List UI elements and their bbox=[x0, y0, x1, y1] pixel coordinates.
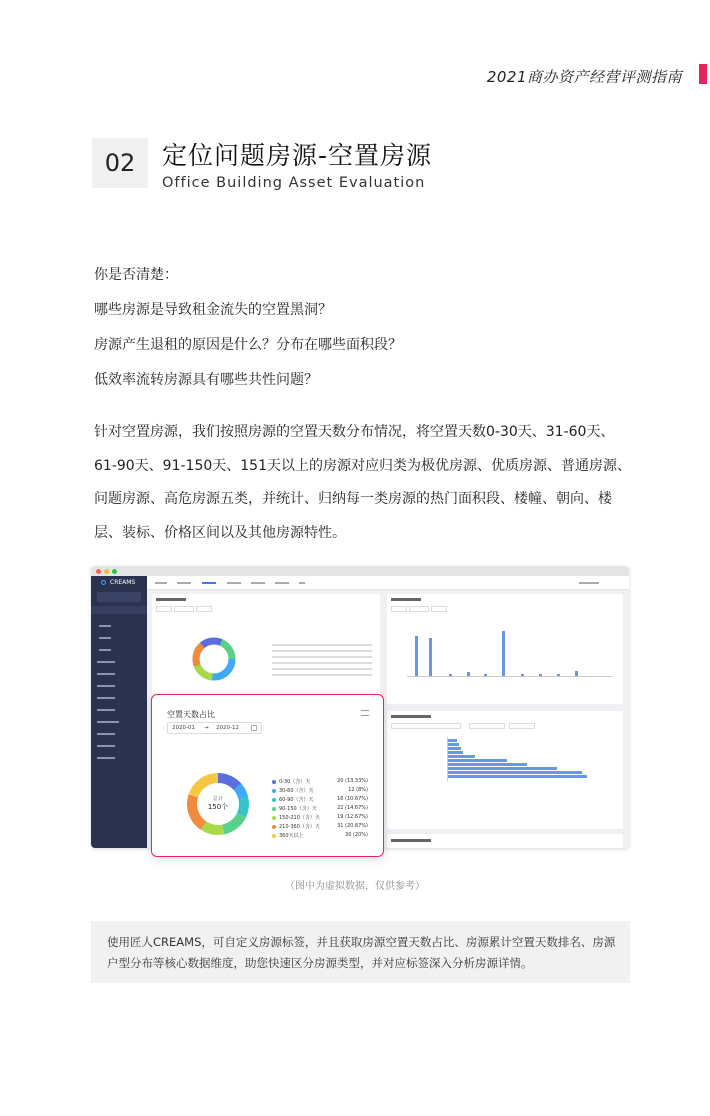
legend-label: 360天以上 bbox=[279, 833, 304, 839]
mini-legend-row bbox=[272, 674, 372, 676]
window-minimize-dot bbox=[104, 569, 109, 574]
sidebar-item[interactable] bbox=[97, 721, 119, 723]
sidebar-item[interactable] bbox=[99, 637, 111, 639]
chart-axis bbox=[407, 676, 612, 677]
section-subtitle: Office Building Asset Evaluation bbox=[162, 175, 426, 191]
legend-label: 30-60（含）天 bbox=[279, 788, 314, 794]
app-logo bbox=[101, 579, 135, 586]
legend-dot bbox=[272, 780, 276, 784]
header-accent-bar bbox=[699, 64, 707, 84]
section-title: 定位问题房源-空置房源 bbox=[162, 141, 433, 170]
bar bbox=[502, 631, 505, 676]
nav-tab[interactable] bbox=[177, 582, 191, 584]
panel-vacancy-ranking bbox=[387, 711, 623, 829]
legend-dot bbox=[272, 807, 276, 811]
filter-chip[interactable] bbox=[431, 606, 447, 612]
legend-label: 150-210（含）天 bbox=[279, 815, 320, 821]
logo-icon bbox=[101, 580, 106, 585]
legend-label: 0-30（含）天 bbox=[279, 779, 311, 785]
panel-title-placeholder bbox=[391, 715, 431, 718]
legend-label: 90-150（含）天 bbox=[279, 806, 317, 812]
question-item: 房源产生退租的原因是什么？分布在哪些面积段？ bbox=[94, 337, 402, 353]
card-menu-icon[interactable] bbox=[361, 710, 369, 716]
bar bbox=[467, 672, 470, 676]
bar bbox=[557, 674, 560, 676]
filter-chip[interactable] bbox=[156, 606, 172, 612]
legend-dot bbox=[272, 825, 276, 829]
sidebar-item[interactable] bbox=[97, 733, 115, 735]
sidebar-item[interactable] bbox=[97, 673, 115, 675]
nav-tab-active[interactable] bbox=[202, 582, 216, 584]
info-text: 使用匠人CREAMS，可自定义房源标签，并且获取房源空置天数占比、房源累计空置天数排名、房源户型分布等核心数据维度，助您快速区分房源类型，并对应标签深入分析房源详情。 bbox=[107, 935, 616, 970]
bar bbox=[449, 674, 452, 676]
filter-chip[interactable] bbox=[196, 606, 212, 612]
filter-chip[interactable] bbox=[469, 723, 505, 729]
legend-row bbox=[272, 796, 372, 804]
bar bbox=[429, 638, 432, 676]
mini-legend-row bbox=[272, 656, 372, 658]
sidebar-item[interactable] bbox=[97, 709, 115, 711]
bar bbox=[575, 671, 578, 676]
panel-title-placeholder bbox=[391, 598, 421, 601]
mini-legend-row bbox=[272, 644, 372, 646]
question-item: 低效率流转房源具有哪些共性问题？ bbox=[94, 372, 318, 388]
h-bar bbox=[447, 767, 557, 770]
figure-caption: （图中为虚拟数据，仅供参考） bbox=[285, 881, 425, 892]
legend-dot bbox=[272, 789, 276, 793]
legend-value: 20 (13.33%) bbox=[337, 778, 368, 784]
sidebar-item[interactable] bbox=[99, 625, 111, 627]
nav-tab[interactable] bbox=[251, 582, 265, 584]
legend-value: 12 (8%) bbox=[348, 787, 368, 793]
mini-legend-row bbox=[272, 650, 372, 652]
legend-value: 22 (14.67%) bbox=[337, 805, 368, 811]
sidebar-item[interactable] bbox=[97, 745, 115, 747]
panel-bottom-strip bbox=[387, 834, 623, 848]
h-bar bbox=[447, 763, 527, 766]
window-close-dot bbox=[96, 569, 101, 574]
h-bar bbox=[447, 771, 582, 774]
question-list bbox=[94, 264, 402, 404]
legend-value: 19 (12.67%) bbox=[337, 814, 368, 820]
legend-row bbox=[272, 823, 372, 831]
date-start[interactable]: 2020-01 bbox=[172, 725, 195, 731]
bar bbox=[539, 674, 542, 676]
app-sidebar bbox=[91, 576, 147, 848]
app-top-nav bbox=[147, 576, 629, 590]
app-name: CREAMS bbox=[110, 579, 136, 586]
date-range-input[interactable] bbox=[391, 723, 461, 729]
legend-dot bbox=[272, 816, 276, 820]
legend-row bbox=[272, 814, 372, 822]
date-separator: → bbox=[204, 725, 209, 731]
mini-donut-chart bbox=[189, 634, 239, 684]
window-titlebar bbox=[91, 566, 629, 576]
nav-tab[interactable] bbox=[275, 582, 289, 584]
sidebar-item[interactable] bbox=[97, 757, 115, 759]
legend-dot bbox=[272, 834, 276, 838]
filter-chip[interactable] bbox=[409, 606, 429, 612]
nav-tab[interactable] bbox=[227, 582, 241, 584]
body-paragraph: 针对空置房源，我们按照房源的空置天数分布情况，将空置天数0-30天、31-60天、61-90天、91-150天、151天以上的房源对应归类为极优房源、优质房源、普通房源、问题房源、高危房源五类，并统计、归纳每一类房源的热门面积段、楼幢、朝向、楼层、装标、价格区间以及其他房源特性。 bbox=[94, 424, 631, 541]
legend-row bbox=[272, 778, 372, 786]
sidebar-item[interactable] bbox=[97, 661, 115, 663]
sidebar-item[interactable] bbox=[99, 649, 111, 651]
donut-center-value: 150个 bbox=[207, 803, 229, 811]
bar bbox=[484, 674, 487, 676]
info-box bbox=[91, 921, 630, 983]
filter-chip[interactable] bbox=[509, 723, 535, 729]
legend-label: 60-90（含）天 bbox=[279, 797, 314, 803]
legend-row bbox=[272, 787, 372, 795]
header-title: 2021商办资产经营评测指南 bbox=[486, 68, 682, 86]
donut-center-label: 总计 bbox=[212, 796, 223, 802]
bar bbox=[521, 674, 524, 676]
question-item: 你是否清楚： bbox=[94, 267, 178, 283]
nav-tab[interactable] bbox=[155, 582, 167, 584]
h-bar bbox=[447, 743, 459, 746]
mini-legend-row bbox=[272, 662, 372, 664]
card-title: 空置天数占比 bbox=[167, 710, 215, 719]
filter-chip[interactable] bbox=[391, 606, 407, 612]
h-bar bbox=[447, 759, 507, 762]
h-bar bbox=[447, 775, 587, 778]
nav-tab[interactable] bbox=[299, 582, 305, 584]
h-bar bbox=[447, 739, 457, 742]
user-menu[interactable] bbox=[579, 582, 599, 584]
panel-title-placeholder bbox=[156, 598, 186, 601]
legend-value: 16 (10.67%) bbox=[337, 796, 368, 802]
sidebar-item[interactable] bbox=[97, 697, 115, 699]
sidebar-item[interactable] bbox=[97, 685, 115, 687]
sidebar-item[interactable] bbox=[91, 606, 147, 614]
h-bar bbox=[447, 747, 461, 750]
legend-row bbox=[272, 805, 372, 813]
panel-unit-type-distribution bbox=[387, 594, 623, 704]
date-end[interactable]: 2020-12 bbox=[216, 725, 239, 731]
filter-chip[interactable] bbox=[174, 606, 194, 612]
legend-value: 30 (20%) bbox=[345, 832, 368, 838]
h-bar bbox=[447, 755, 475, 758]
panel-title-placeholder bbox=[391, 839, 431, 842]
calendar-icon[interactable] bbox=[251, 725, 257, 731]
legend-row bbox=[272, 832, 372, 840]
h-bar-axis bbox=[447, 737, 448, 781]
h-bar bbox=[447, 751, 463, 754]
legend-value: 31 (20.67%) bbox=[337, 823, 368, 829]
sidebar-avatar-block bbox=[97, 592, 141, 602]
question-item: 哪些房源是导致租金流失的空置黑洞？ bbox=[94, 302, 332, 318]
legend-dot bbox=[272, 798, 276, 802]
vacancy-ratio-card bbox=[151, 694, 384, 857]
window-maximize-dot bbox=[112, 569, 117, 574]
mini-legend-row bbox=[272, 668, 372, 670]
legend-label: 210-360（含）天 bbox=[279, 824, 320, 830]
bar bbox=[415, 636, 418, 676]
section-number: 02 bbox=[92, 138, 148, 188]
